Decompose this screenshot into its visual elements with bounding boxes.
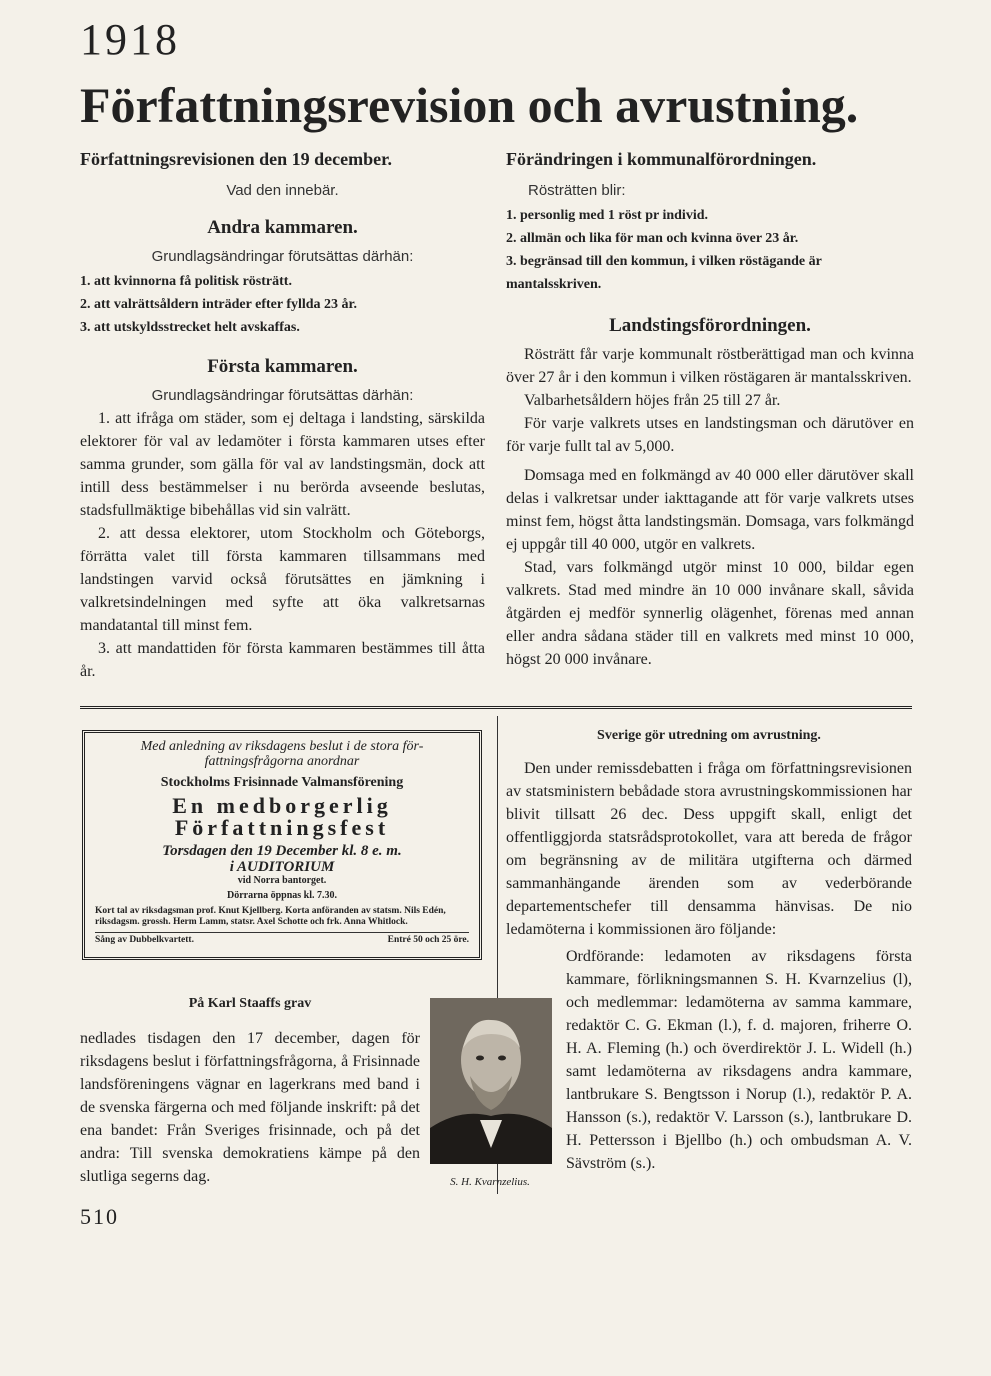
andra-item-1: 1. att kvinnorna få politisk rösträtt. [80, 274, 292, 289]
landsting-paragraph-1: Rösträtt får varje kommunalt röstberättigad man och kvinna över 27 år i den kommun i vilken röstägaren är mantalsskriven. [506, 346, 914, 386]
ad-date: Torsdagen den 19 December kl. 8 e. m. [162, 843, 402, 859]
left-column [80, 148, 485, 683]
year-heading: 1918 [80, 15, 180, 64]
andra-heading: Andra kammaren. [207, 217, 358, 238]
ad-line-1: Med anledning av riksdagens beslut i de stora för- [140, 739, 424, 754]
grave-text: nedlades tisdagen den 17 december, dagen för riksdagens beslut i författningsfrågorna, å Frisinnade landsföreningens vägnar en lagerkrans med band i de svenska färgerna och med följande inskrift: på det ena bandet: Från Sveriges frisinnade, och på det andra: Till svenska demokratiens kämpe på den slutliga segerns dag. [80, 1030, 420, 1185]
event-advertisement [82, 730, 482, 960]
ad-song: Sång av Dubbelkvartett. [95, 935, 194, 945]
disarmament-paragraph-2: Ordförande: ledamoten av riksdagens första kammare, förlikningsmannen S. H. Kvarnzelius (l), och medlemmar: ledamöterna av samma kammare, redaktör C. G. Ekman (l.), f. d. majoren, friherre O. H. A. Fleming (h.) och överdirektör J. L. Widell (h.) samt ledamöterna av riksdagens andra kammare, lantbrukare S. Bengtsson i Norup (l.), redaktör P. A. Hansson (s.), redaktör V. Larsson (s.), lantbrukare D. H. Pettersson i Bjellbo (h.) och ombudsman A. V. Sävström (s.). [566, 948, 912, 1172]
page-number: 510 [80, 1204, 119, 1229]
right-item-3: 3. begränsad till den kommun, i vilken röstägande är mantalsskriven. [506, 254, 822, 292]
andra-item-3: 3. att utskyldsstrecket helt avskaffas. [80, 320, 300, 335]
ad-line-2: fattningsfrågorna anordnar [204, 754, 360, 769]
right-column [506, 148, 914, 671]
forsta-paragraph-3: 3. att mandattiden för första kammaren bestämmes till åtta år. [80, 640, 485, 680]
grave-article [80, 992, 420, 1188]
ad-address: vid Norra bantorget. [237, 875, 327, 886]
ad-doors: Dörrarna öppnas kl. 7.30. [226, 890, 337, 901]
disarmament-heading: Sverige gör utredning om avrustning. [597, 728, 821, 743]
section-divider [80, 706, 912, 709]
ad-speakers: Kort tal av riksdagsman prof. Knut Kjellberg. Korta anföranden av statsm. Nils Edén, riksdagsm. grossh. Herm Lamm, statsr. Axel Schotte och frk. Anna Whitlock. [95, 906, 446, 927]
forsta-intro: Grundlagsändringar förutsättas därhän: [151, 387, 414, 404]
right-heading: Förändringen i kommunalförordningen. [506, 149, 817, 169]
ad-entry-fee: Entré 50 och 25 öre. [387, 935, 469, 945]
disarmament-paragraph-1: Den under remissdebatten i fråga om författningsrevisionen av statsministern bebådade stora avrustningskommissionen har blivit tillsatt 26 dec. Dess uppgift skall, enligt det offentliggjorda statsrådsprotokollet, vara att bereda de frågor om begränsning av de militära utgifterna och därmed sammanhängande ärenden som av vederbörande departementschefer till densamma hänvisas. De nio ledamöterna i kommissionen äro följande: [506, 760, 912, 938]
landsting-paragraph-3: För varje valkrets utses en landstingsman och därutöver en för varje fullt tal av 5,000. [506, 415, 914, 455]
landsting-paragraph-4: Domsaga med en folkmängd av 40 000 eller därutöver skall delas i valkretsar under iakttagande att för varje valkrets utses minst fem, högst åtta landstingsmän. Domsaga, vars folkmängd ej uppgår till 40 000, utgör en valkrets. [506, 467, 914, 553]
andra-item-2: 2. att valrättsåldern inträder efter fyllda 23 år. [80, 297, 357, 312]
ad-organizer: Stockholms Frisinnade Valmansförening [160, 775, 404, 790]
photo-caption: S. H. Kvarnzelius. [450, 1176, 530, 1188]
forsta-paragraph-1: 1. att ifråga om städer, som ej deltaga i landsting, särskilda elektorer för val av ledamöter i första kammaren utses efter samma grunder, som gälla för val av landstingsmän, dock att intill dess bestämmelser i nu berörda avseende beslutas, stadsfullmäktige bibehållas vid sin valrätt. [80, 410, 485, 519]
ad-footer-row [95, 932, 469, 945]
page-title: Författningsrevision och avrustning. [80, 77, 859, 133]
andra-intro: Grundlagsändringar förutsättas därhän: [151, 248, 414, 265]
commission-members [566, 945, 912, 1175]
landsting-paragraph-2: Valbarhetsåldern höjes från 25 till 27 år. [524, 392, 781, 409]
ad-title-2: Författningsfest [174, 815, 390, 840]
grave-heading: På Karl Staaffs grav [188, 996, 312, 1011]
ad-place: i AUDITORIUM [229, 859, 335, 875]
left-subheading: Vad den innebär. [226, 182, 339, 199]
forsta-paragraph-2: 2. att dessa elektorer, utom Stockholm och Göteborgs, förrätta valet till första kammaren tillsammans med landstingen varvid också förutsättes en jämkning i valkretsindelningen med syfte att öka valkretsarnas mandatantal till minst fem. [80, 525, 485, 634]
landsting-heading: Landstingsförordningen. [609, 315, 811, 336]
ad-title-1: En medborgerlig [172, 793, 392, 818]
forsta-heading: Första kammaren. [207, 356, 358, 377]
right-item-1: 1. personlig med 1 röst pr individ. [506, 208, 708, 223]
landsting-paragraph-5: Stad, vars folkmängd utgör minst 10 000, bildar egen valkrets. Stad med mindre än 10 000 invånare skall, såvida åtgärden ej medför synnerlig olägenhet, förenas med annan eller andra sådana städer till en valkrets med minst 10 000, högst 20 000 invånare. [506, 559, 914, 668]
disarmament-article [506, 724, 912, 941]
left-heading: Författningsrevisionen den 19 december. [80, 149, 392, 169]
right-item-2: 2. allmän och lika för man och kvinna över 23 år. [506, 231, 799, 246]
right-intro: Rösträtten blir: [528, 182, 626, 199]
portrait-photo [430, 998, 552, 1164]
